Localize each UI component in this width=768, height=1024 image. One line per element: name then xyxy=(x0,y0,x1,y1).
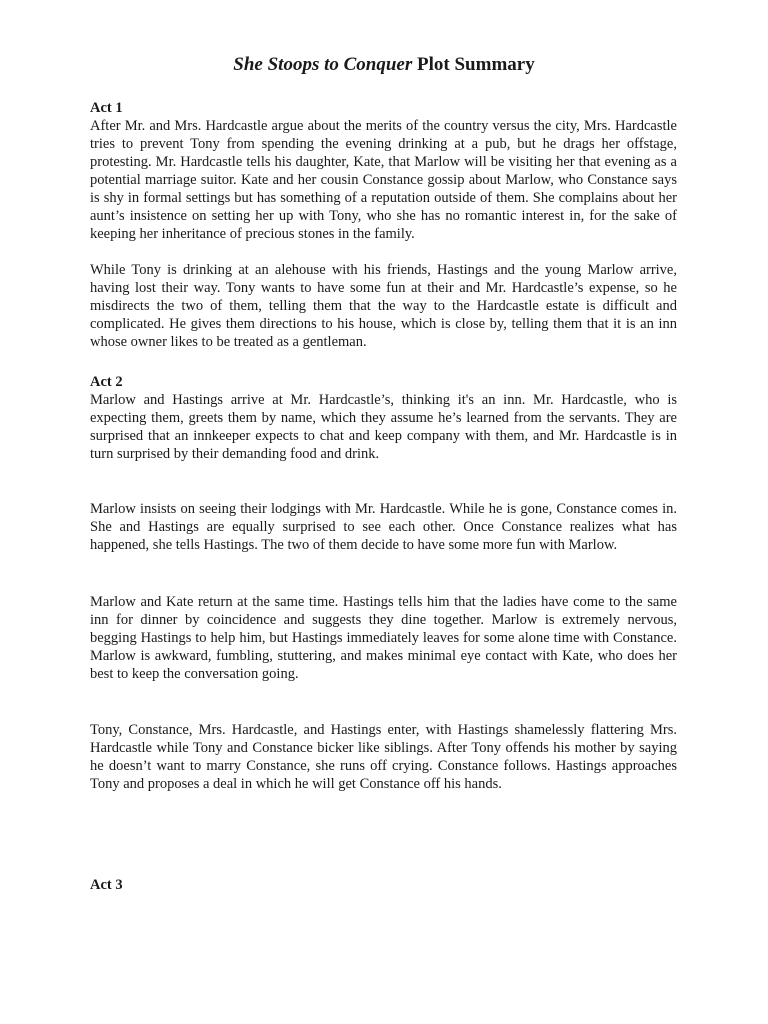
act-2-heading: Act 2 xyxy=(90,374,123,390)
act-3-heading: Act 3 xyxy=(90,877,123,893)
act-2-paragraph-3-block xyxy=(90,593,677,683)
act-1-heading: Act 1 xyxy=(90,100,123,116)
act-2-paragraph-2-block xyxy=(90,500,677,554)
document-title-italic: She Stoops to Conquer xyxy=(233,54,413,75)
act-1-section xyxy=(90,99,677,243)
act-2-paragraph-4-block xyxy=(90,721,677,793)
act-2-paragraph-3: Marlow and Kate return at the same time. Hastings tells him that the ladies have come to the same inn for dinner by coincidence and suggests they dine together. Marlow is extremely nervous, begging Hastings to help him, but Hastings immediately leaves for some alone time with Constance. Marlow is awkward, fumbling, stuttering, and makes minimal eye contact with Kate, who does her best to keep the conversation going. xyxy=(90,594,677,682)
act-1-paragraph-2: While Tony is drinking at an alehouse with his friends, Hastings and the young Marlow arrive, having lost their way. Tony wants to have some fun at their and Mr. Hardcastle’s expense, so he misdirects the two of them, telling them that the way to the Hardcastle estate is difficult and complicated. He gives them directions to his house, which is close by, telling them that it is an inn whose owner likes to be treated as a gentleman. xyxy=(90,262,677,350)
act-2-paragraph-1: Marlow and Hastings arrive at Mr. Hardcastle’s, thinking it's an inn. Mr. Hardcastle, who is expecting them, greets them by name, which they assume he’s learned from the servants. They are surprised that an innkeeper expects to chat and keep company with them, and Mr. Hardcastle is in turn surprised by their demanding food and drink. xyxy=(90,392,677,462)
document-title-rest: Plot Summary xyxy=(412,54,535,75)
act-2-section xyxy=(90,373,677,463)
act-2-paragraph-2: Marlow insists on seeing their lodgings with Mr. Hardcastle. While he is gone, Constance comes in. She and Hastings are equally surprised to see each other. Once Constance realizes what has happened, she tells Hastings. The two of them decide to have some more fun with Marlow. xyxy=(90,501,677,553)
act-1-paragraph-1: After Mr. and Mrs. Hardcastle argue about the merits of the country versus the city, Mrs. Hardcastle tries to prevent Tony from spending the evening drinking at a pub, but he drags her offstage, protesting. Mr. Hardcastle tells his daughter, Kate, that Marlow will be visiting her that evening as a potential marriage suitor. Kate and her cousin Constance gossip about Marlow, who Constance says is shy in formal settings but has something of a reputation outside of them. She complains about her aunt’s insistence on setting her up with Tony, who she has no romantic interest in, for the sake of keeping her inheritance of precious stones in the family. xyxy=(90,118,677,242)
document-title xyxy=(0,54,768,76)
act-1-paragraph-2-block xyxy=(90,261,677,351)
act-2-paragraph-4: Tony, Constance, Mrs. Hardcastle, and Hastings enter, with Hastings shamelessly flattering Mrs. Hardcastle while Tony and Constance bicker like siblings. After Tony offends his mother by saying he doesn’t want to marry Constance, she runs off crying. Constance follows. Hastings approaches Tony and proposes a deal in which he will get Constance off his hands. xyxy=(90,722,677,792)
act-3-section xyxy=(90,876,677,894)
